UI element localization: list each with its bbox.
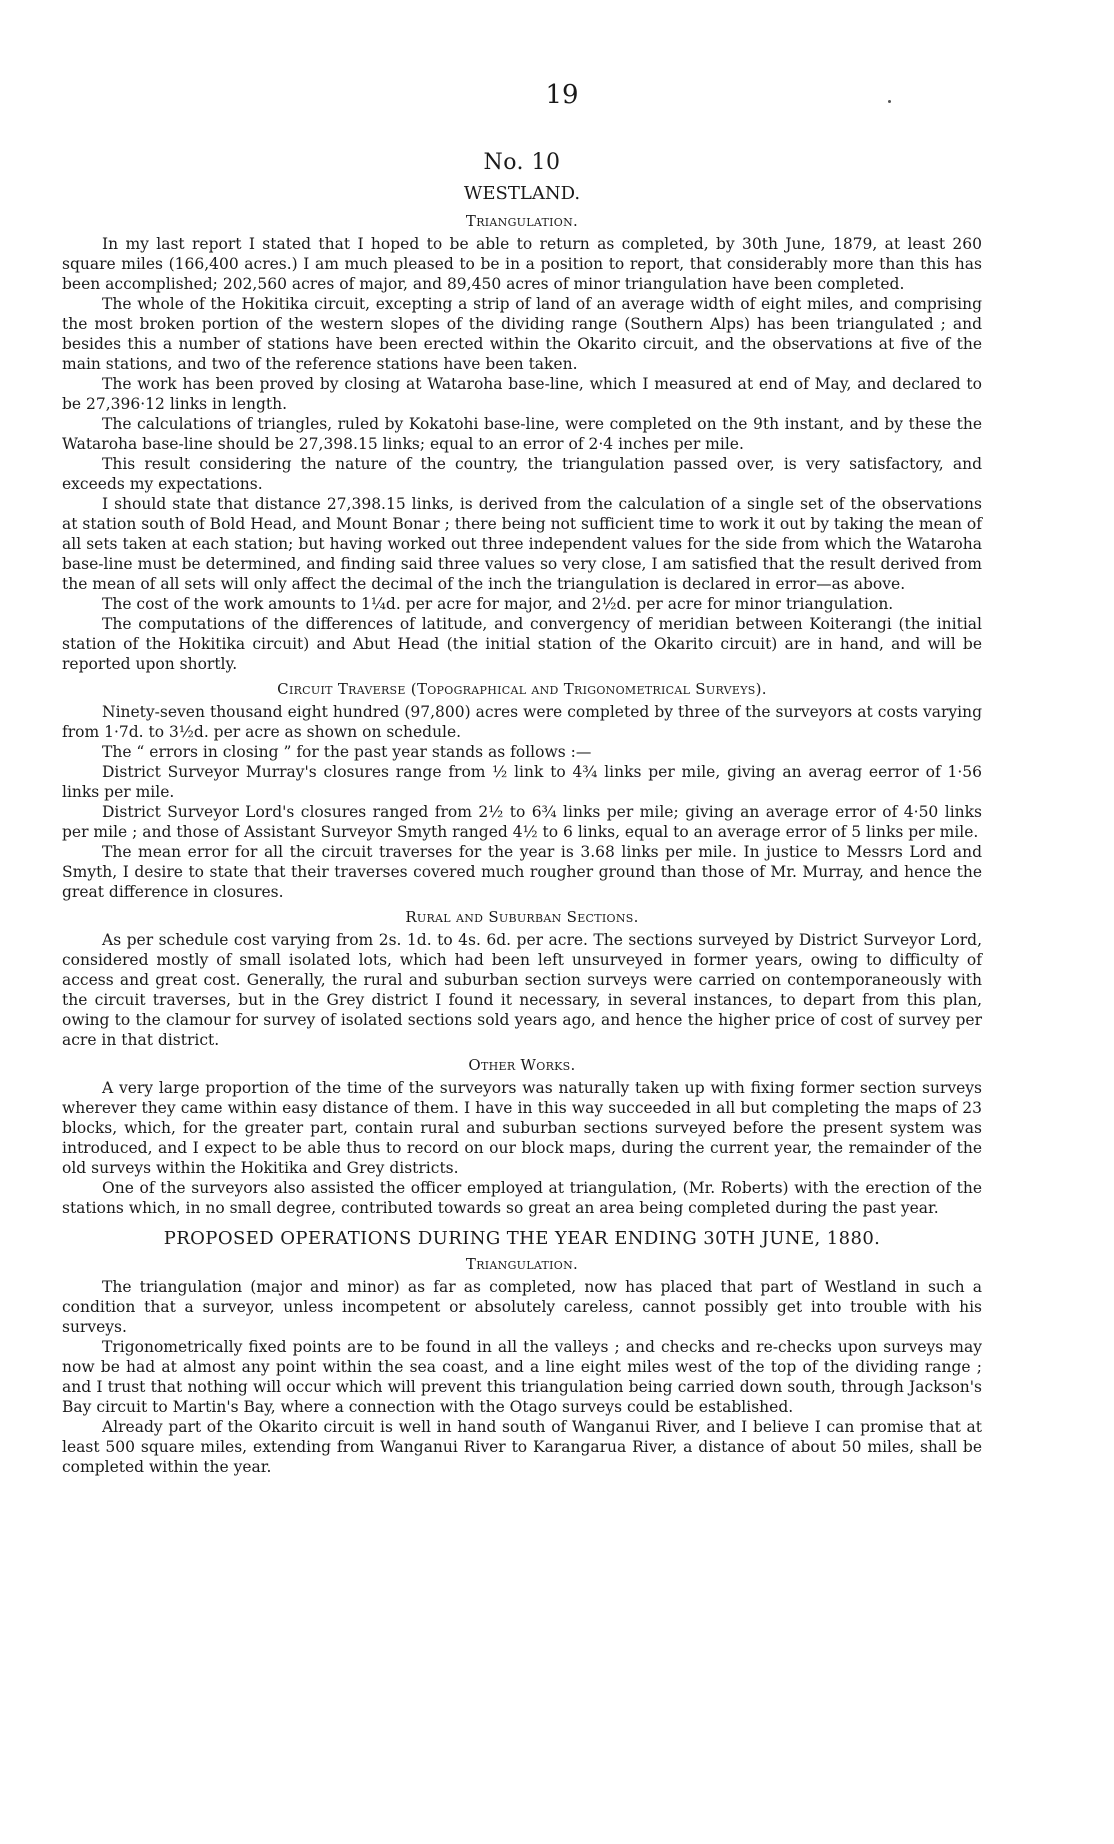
paragraph: Trigonometrically fixed points are to be found in all the valleys ; and checks and re-checks upon surveys may now be had at almost any point within the sea coast, and a line eight miles west of the top of the dividing range ; and I trust that nothing will occur which will prevent this triangulation being carried down south, through Jackson's Bay circuit to Martin's Bay, where a connection with the Otago surveys could be established.	[62, 1338, 982, 1416]
section-heading: Triangulation.	[465, 1255, 579, 1273]
section-heading: Circuit Traverse (Topographical and Trigonometrical Surveys).	[277, 680, 767, 698]
paragraph: The calculations of triangles, ruled by Kokatohi base-line, were completed on the 9th instant, and by these the Wataroha base-line should be 27,398.15 links; equal to an error of 2·4 inches per mile.	[62, 415, 982, 453]
paragraph: This result considering the nature of the country, the triangulation passed over, is very satisfactory, and exceeds my expectations.	[62, 455, 982, 493]
paragraph: District Surveyor Lord's closures ranged from 2½ to 6¾ links per mile; giving an average error of 4·50 links per mile ; and those of Assistant Surveyor Smyth ranged 4½ to 6 links, equal to an average error of 5 links per mile.	[62, 803, 982, 841]
paragraph: District Surveyor Murray's closures range from ½ link to 4¾ links per mile, giving an averag eerror of 1·56 links per mile.	[62, 763, 982, 801]
document-number: No. 10	[483, 150, 561, 175]
paragraph: The “ errors in closing ” for the past year stands as follows :—	[102, 743, 592, 761]
paragraph: The work has been proved by closing at Wataroha base-line, which I measured at end of May, and declared to be 27,396·12 links in length.	[62, 375, 982, 413]
document-page	[62, 80, 982, 1477]
section-proposed-triangulation	[62, 1255, 982, 1477]
section-rural-suburban	[62, 908, 982, 1050]
paragraph: Ninety-seven thousand eight hundred (97,800) acres were completed by three of the surveyors at costs varying from 1·7d. to 3½d. per acre as shown on schedule.	[62, 703, 982, 741]
paragraph: Already part of the Okarito circuit is well in hand south of Wanganui River, and I believe I can promise that at least 500 square miles, extending from Wanganui River to Karangarua River, a distance of about 50 miles, shall be completed within the year.	[62, 1418, 982, 1476]
paragraph: The computations of the differences of latitude, and convergency of meridian between Koiterangi (the initial station of the Hokitika circuit) and Abut Head (the initial station of the Okarito circuit) are in hand, and will be reported upon shortly.	[62, 615, 982, 673]
paragraph: As per schedule cost varying from 2s. 1d. to 4s. 6d. per acre. The sections surveyed by District Surveyor Lord, considered mostly of small isolated lots, which had been left unsurveyed in former years, owing to difficulty of access and great cost. Generally, the rural and suburban section surveys were carried on contemporaneously with the circuit traverses, but in the Grey district I found it necessary, in several instances, to depart from this plan, owing to the clamour for survey of isolated sections sold years ago, and hence the higher price of cost of survey per acre in that district.	[62, 931, 982, 1049]
section-other-works	[62, 1056, 982, 1218]
paragraph: A very large proportion of the time of the surveyors was naturally taken up with fixing former section surveys wherever they came within easy distance of them. I have in this way succeeded in all but completing the maps of 23 blocks, which, for the greater part, contain rural and suburban sections surveyed before the present system was introduced, and I expect to be able thus to record on our block maps, during the current year, the remainder of the old surveys within the Hokitika and Grey districts.	[62, 1079, 982, 1177]
page-number: 19	[545, 80, 579, 110]
proposed-operations-heading: PROPOSED OPERATIONS DURING THE YEAR ENDING 30TH JUNE, 1880.	[163, 1228, 881, 1249]
paragraph: The whole of the Hokitika circuit, excepting a strip of land of an average width of eight miles, and comprising the most broken portion of the western slopes of the dividing range (Southern Alps) has been triangulated ; and besides this a number of stations have been erected within the Okarito circuit, and the observations at five of the main stations, and two of the reference stations have been taken.	[62, 295, 982, 373]
paragraph: One of the surveyors also assisted the officer employed at triangulation, (Mr. Roberts) with the erection of the stations which, in no small degree, contributed towards so great an area being completed during the past year.	[62, 1179, 982, 1217]
paragraph: The cost of the work amounts to 1¼d. per acre for major, and 2½d. per acre for minor triangulation.	[102, 595, 894, 613]
region-title: WESTLAND.	[463, 183, 581, 204]
section-heading: Rural and Suburban Sections.	[405, 908, 639, 926]
paragraph: The triangulation (major and minor) as far as completed, now has placed that part of Westland in such a condition that a surveyor, unless incompetent or absolutely careless, cannot possibly get into trouble with his surveys.	[62, 1278, 982, 1336]
section-heading: Triangulation.	[465, 212, 579, 230]
paragraph: The mean error for all the circuit traverses for the year is 3.68 links per mile. In justice to Messrs Lord and Smyth, I desire to state that their traverses covered much rougher ground than those of Mr. Murray, and hence the great difference in closures.	[62, 843, 982, 901]
section-heading: Other Works.	[468, 1056, 576, 1074]
section-triangulation	[62, 212, 982, 674]
paragraph: In my last report I stated that I hoped to be able to return as completed, by 30th June, 1879, at least 260 square miles (166,400 acres.) I am much pleased to be in a position to report, that considerably more than this has been accomplished; 202,560 acres of major, and 89,450 acres of minor triangulation have been completed.	[62, 235, 982, 293]
paragraph: I should state that distance 27,398.15 links, is derived from the calculation of a single set of the observations at station south of Bold Head, and Mount Bonar ; there being not sufficient time to work it out by taking the mean of all sets taken at each station; but having worked out three independent values for the side from which the Wataroha base-line must be determined, and finding said three values so very close, I am satisfied that the result derived from the mean of all sets will only affect the decimal of the inch the triangulation is declared in error—as above.	[62, 495, 982, 593]
section-circuit-traverse	[62, 680, 982, 902]
